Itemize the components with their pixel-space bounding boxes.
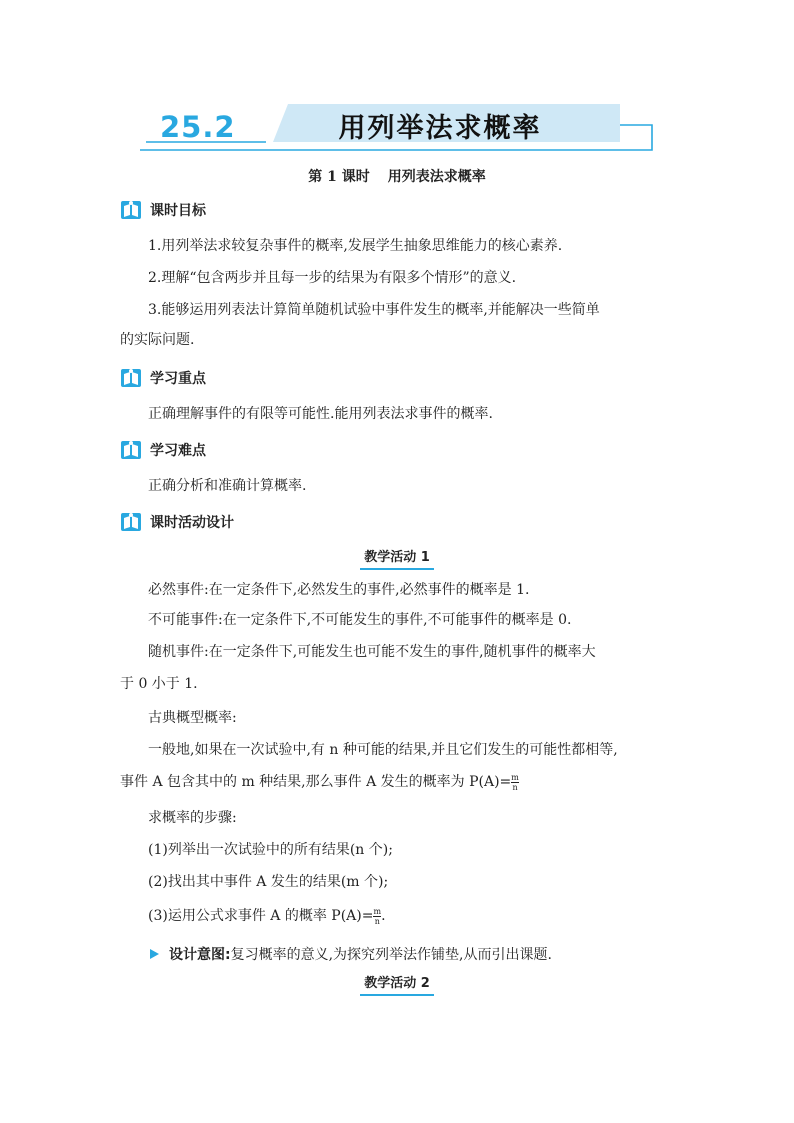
design-intent-text: 复习概率的意义,为探究列举法作铺垫,从而引出课题. xyxy=(230,947,552,963)
fraction-m-over-n: $\frac{m}{n}$ xyxy=(511,772,519,792)
general-line-1: 一般地,如果在一次试验中,有 n 种可能的结果,并且它们发生的可能性都相等, xyxy=(148,742,618,758)
classical-probability: 古典概型概率: xyxy=(148,710,237,726)
triangle-bullet-icon xyxy=(150,949,159,959)
random-event-line-2: 于 0 小于 1. xyxy=(120,676,198,692)
design-intent-label: 设计意图: xyxy=(169,947,231,963)
step-2: (2)找出其中事件 A 发生的结果(m 个); xyxy=(148,874,389,890)
section-title: 用列举法求概率 xyxy=(338,113,542,144)
key-points-text: 正确理解事件的有限等可能性.能用列表法求事件的概率. xyxy=(148,406,493,422)
heading-goals-label: 课时目标 xyxy=(150,203,206,219)
steps-title: 求概率的步骤: xyxy=(148,810,237,826)
book-icon xyxy=(120,199,142,221)
activity-2-label: 教学活动 2 xyxy=(0,972,794,996)
step-3: (3)运用公式求事件 A 的概率 P(A)= $\frac{m}{n}$ . xyxy=(148,906,386,926)
goal-1: 1.用列举法求较复杂事件的概率,发展学生抽象思维能力的核心素养. xyxy=(148,238,563,254)
random-event-line-1: 随机事件:在一定条件下,可能发生也可能不发生的事件,随机事件的概率大 xyxy=(148,644,596,660)
general-line-2: 事件 A 包含其中的 m 种结果,那么事件 A 发生的概率为 P(A)= $\frac{m}{n}$ xyxy=(120,772,519,792)
step-1: (1)列举出一次试验中的所有结果(n 个); xyxy=(148,842,393,858)
goal-3-line-1: 3.能够运用列表法计算简单随机试验中事件发生的概率,并能解决一些简单 xyxy=(148,302,600,318)
goal-3-line-2: 的实际问题. xyxy=(120,332,195,348)
book-icon xyxy=(120,511,142,533)
heading-goals xyxy=(120,198,206,222)
heading-design xyxy=(120,510,234,534)
book-icon xyxy=(120,367,142,389)
goal-2: 2.理解“包含两步并且每一步的结果为有限多个情形”的意义. xyxy=(148,270,517,286)
certain-event: 必然事件:在一定条件下,必然发生的事件,必然事件的概率是 1. xyxy=(148,582,530,598)
difficulties-text: 正确分析和准确计算概率. xyxy=(148,478,307,494)
heading-difficulties-label: 学习难点 xyxy=(150,443,206,459)
lesson-heading xyxy=(0,166,794,186)
activity-1-label: 教学活动 1 xyxy=(0,546,794,570)
section-number: 25.2 xyxy=(160,110,236,144)
lesson-period: 第 1 课时 xyxy=(308,169,370,185)
impossible-event: 不可能事件:在一定条件下,不可能发生的事件,不可能事件的概率是 0. xyxy=(148,612,572,628)
lesson-topic: 用列表法求概率 xyxy=(387,169,486,185)
design-intent xyxy=(150,944,552,964)
book-icon xyxy=(120,439,142,461)
heading-key-points-label: 学习重点 xyxy=(150,371,206,387)
heading-difficulties xyxy=(120,438,206,462)
heading-design-label: 课时活动设计 xyxy=(150,515,234,531)
fraction-m-over-n: $\frac{m}{n}$ xyxy=(373,906,382,926)
heading-key-points xyxy=(120,366,206,390)
